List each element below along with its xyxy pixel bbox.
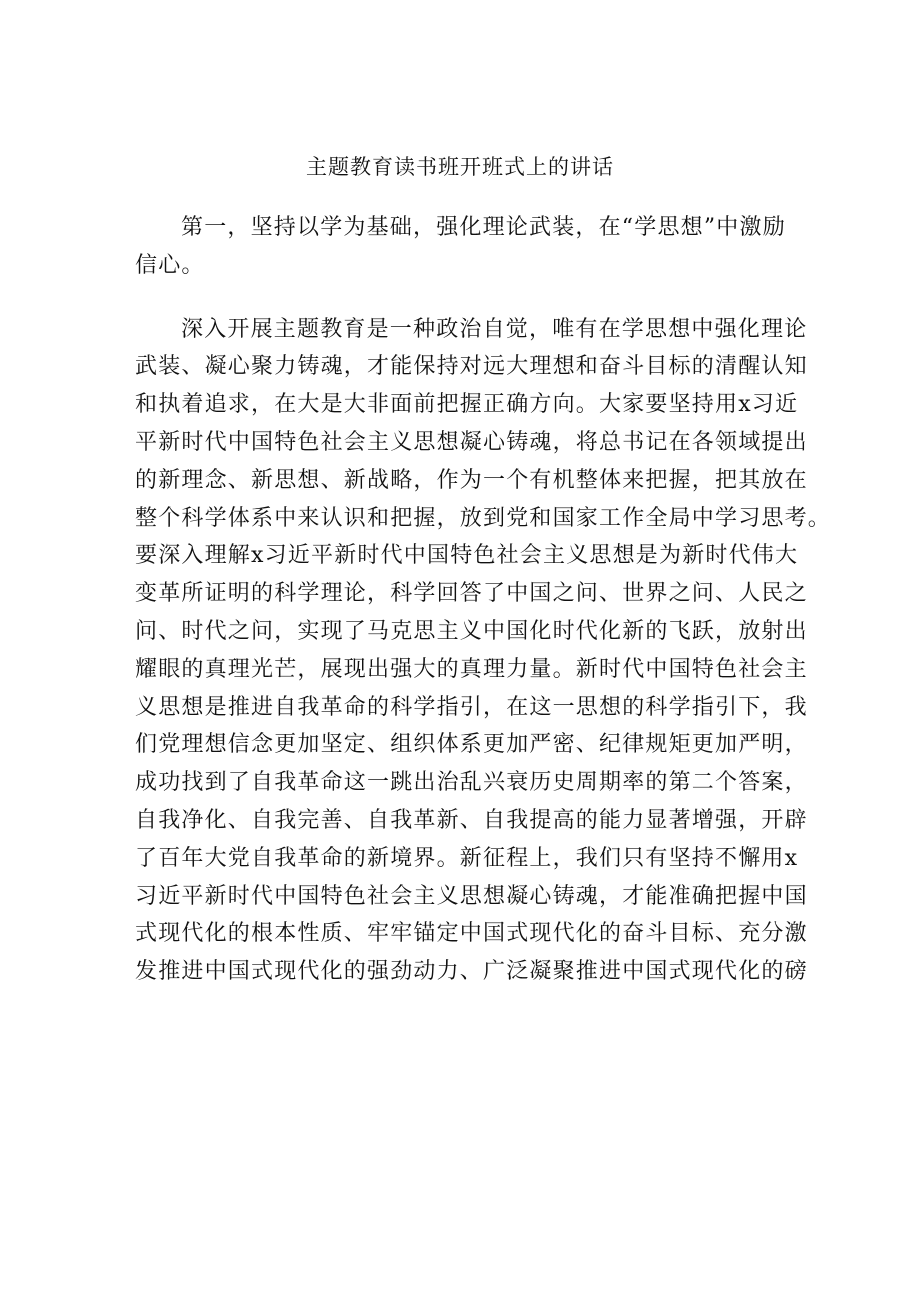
- paragraph-line: 整个科学体系中来认识和把握，放到党和国家工作全局中学习思考。: [135, 505, 832, 531]
- document-body: [135, 209, 832, 991]
- paragraph-line: 发推进中国式现代化的强劲动力、广泛凝聚推进中国式现代化的磅: [135, 959, 808, 985]
- paragraph-line: 耀眼的真理光芒，展现出强大的真理力量。新时代中国特色社会主: [135, 656, 808, 682]
- paragraph-line: 的新理念、新思想、新战略，作为一个有机整体来把握，把其放在: [135, 467, 808, 493]
- paragraph-line: 问、时代之问，实现了马克思主义中国化时代化新的飞跃，放射出: [135, 618, 808, 644]
- paragraph-2: [135, 311, 832, 991]
- paragraph-line: 平新时代中国特色社会主义思想凝心铸魂，将总书记在各领域提出: [135, 429, 808, 455]
- paragraph-line: 自我净化、自我完善、自我革新、自我提高的能力显著增强，开辟: [135, 807, 808, 833]
- paragraph-line: 成功找到了自我革命这一跳出治乱兴衰历史周期率的第二个答案，: [135, 770, 808, 796]
- document-title: 主题教育读书班开班式上的讲话: [306, 155, 614, 179]
- paragraph-line: 深入开展主题教育是一种政治自觉，唯有在学思想中强化理论: [181, 316, 808, 342]
- paragraph-line: 第一，坚持以学为基础，强化理论武装，在“学思想”中激励: [181, 215, 786, 240]
- paragraph-line: 信心。: [135, 252, 205, 278]
- paragraph-line: 习近平新时代中国特色社会主义思想凝心铸魂，才能准确把握中国: [135, 883, 808, 909]
- paragraph-line: 武装、凝心聚力铸魂，才能保持对远大理想和奋斗目标的清醒认知: [135, 354, 808, 380]
- paragraph-line: 要深入理解x习近平新时代中国特色社会主义思想是为新时代伟大: [135, 543, 799, 569]
- paragraph-line: 了百年大党自我革命的新境界。新征程上，我们只有坚持不懈用x: [135, 845, 799, 871]
- paragraph-line: 义思想是推进自我革命的科学指引，在这一思想的科学指引下，我: [135, 694, 808, 720]
- paragraph-line: 们党理想信念更加坚定、组织体系更加严密、纪律规矩更加严明，: [135, 732, 808, 758]
- paragraph-line: 和执着追求，在大是大非面前把握正确方向。大家要坚持用x习近: [135, 392, 799, 418]
- paragraph-line: 变革所证明的科学理论，科学回答了中国之问、世界之问、人民之: [135, 581, 808, 607]
- paragraph-line: 式现代化的根本性质、牢牢锚定中国式现代化的奋斗目标、充分激: [135, 921, 808, 947]
- paragraph-1: [135, 209, 785, 285]
